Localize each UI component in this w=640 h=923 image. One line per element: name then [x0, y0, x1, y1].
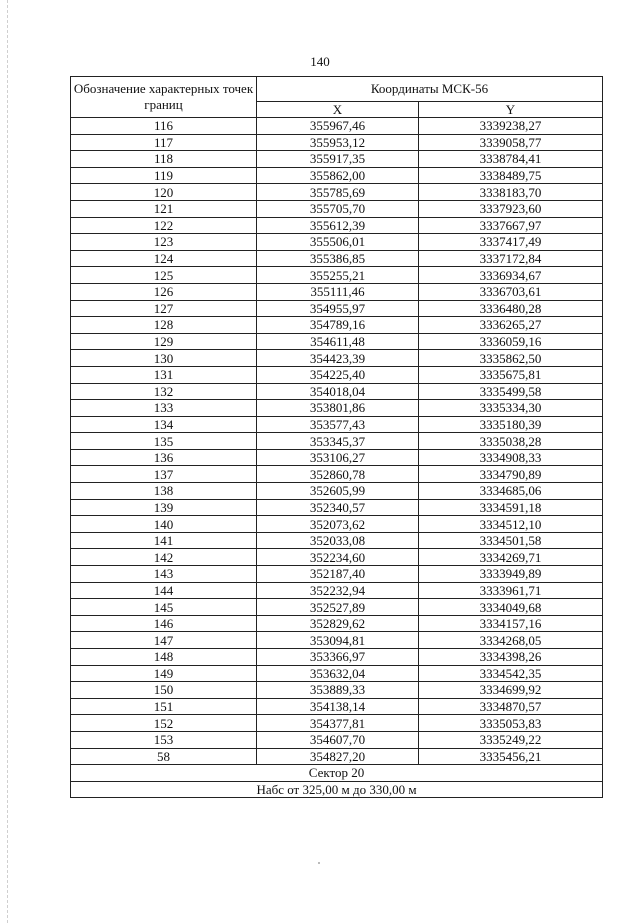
point-cell: 124 [71, 250, 257, 267]
point-cell: 123 [71, 234, 257, 251]
point-cell: 137 [71, 466, 257, 483]
point-cell: 58 [71, 748, 257, 765]
point-cell: 117 [71, 134, 257, 151]
point-cell: 119 [71, 167, 257, 184]
point-cell: 142 [71, 549, 257, 566]
table-row [71, 283, 603, 300]
x-cell: 353366,97 [257, 649, 419, 666]
point-cell: 122 [71, 217, 257, 234]
y-cell: 3334591,18 [419, 499, 603, 516]
table-row [71, 632, 603, 649]
y-cell: 3339238,27 [419, 118, 603, 135]
point-cell: 120 [71, 184, 257, 201]
y-cell: 3336480,28 [419, 300, 603, 317]
x-cell: 352232,94 [257, 582, 419, 599]
y-cell: 3334501,58 [419, 532, 603, 549]
x-cell: 353106,27 [257, 449, 419, 466]
table-row [71, 300, 603, 317]
point-cell: 118 [71, 151, 257, 168]
x-cell: 352187,40 [257, 566, 419, 583]
point-cell: 145 [71, 599, 257, 616]
y-cell: 3334870,57 [419, 698, 603, 715]
x-cell: 355967,46 [257, 118, 419, 135]
y-cell: 3335249,22 [419, 731, 603, 748]
table-row [71, 250, 603, 267]
y-cell: 3334908,33 [419, 449, 603, 466]
y-cell: 3338183,70 [419, 184, 603, 201]
point-cell: 150 [71, 682, 257, 699]
table-row [71, 400, 603, 417]
y-cell: 3334398,26 [419, 649, 603, 666]
y-cell: 3335862,50 [419, 350, 603, 367]
table-row [71, 449, 603, 466]
table-row [71, 151, 603, 168]
x-cell: 352829,62 [257, 615, 419, 632]
table-row [71, 715, 603, 732]
table-row [71, 582, 603, 599]
point-cell: 121 [71, 200, 257, 217]
table-row [71, 698, 603, 715]
x-cell: 354423,39 [257, 350, 419, 367]
x-cell: 355917,35 [257, 151, 419, 168]
y-cell: 3335499,58 [419, 383, 603, 400]
header-y: Y [419, 102, 603, 118]
x-cell: 354377,81 [257, 715, 419, 732]
table-row [71, 466, 603, 483]
y-cell: 3339058,77 [419, 134, 603, 151]
point-cell: 134 [71, 416, 257, 433]
y-cell: 3336703,61 [419, 283, 603, 300]
x-cell: 352605,99 [257, 483, 419, 500]
y-cell: 3334049,68 [419, 599, 603, 616]
table-body [71, 118, 603, 765]
table-row [71, 483, 603, 500]
point-cell: 153 [71, 731, 257, 748]
x-cell: 352340,57 [257, 499, 419, 516]
point-cell: 139 [71, 499, 257, 516]
y-cell: 3335675,81 [419, 366, 603, 383]
x-cell: 355506,01 [257, 234, 419, 251]
table-row [71, 234, 603, 251]
y-cell: 3334268,05 [419, 632, 603, 649]
table-row [71, 731, 603, 748]
table-row [71, 350, 603, 367]
table-row [71, 366, 603, 383]
y-cell: 3337417,49 [419, 234, 603, 251]
x-cell: 355612,39 [257, 217, 419, 234]
x-cell: 354955,97 [257, 300, 419, 317]
table-row [71, 433, 603, 450]
x-cell: 352860,78 [257, 466, 419, 483]
x-cell: 355785,69 [257, 184, 419, 201]
x-cell: 353345,37 [257, 433, 419, 450]
point-cell: 144 [71, 582, 257, 599]
table-row [71, 499, 603, 516]
x-cell: 354607,70 [257, 731, 419, 748]
header-coordinates: Координаты МСК-56 [257, 77, 603, 102]
y-cell: 3336934,67 [419, 267, 603, 284]
point-cell: 130 [71, 350, 257, 367]
y-cell: 3338489,75 [419, 167, 603, 184]
point-cell: 129 [71, 333, 257, 350]
y-cell: 3334542,35 [419, 665, 603, 682]
point-cell: 148 [71, 649, 257, 666]
y-cell: 3335334,30 [419, 400, 603, 417]
point-cell: 125 [71, 267, 257, 284]
y-cell: 3336059,16 [419, 333, 603, 350]
point-cell: 128 [71, 317, 257, 334]
point-cell: 135 [71, 433, 257, 450]
y-cell: 3337172,84 [419, 250, 603, 267]
table-row [71, 217, 603, 234]
y-cell: 3335180,39 [419, 416, 603, 433]
table-row [71, 416, 603, 433]
x-cell: 355705,70 [257, 200, 419, 217]
table-row [71, 184, 603, 201]
table-row [71, 682, 603, 699]
y-cell: 3334685,06 [419, 483, 603, 500]
point-cell: 146 [71, 615, 257, 632]
point-cell: 138 [71, 483, 257, 500]
table-row [71, 532, 603, 549]
x-cell: 355386,85 [257, 250, 419, 267]
x-cell: 352073,62 [257, 516, 419, 533]
x-cell: 353577,43 [257, 416, 419, 433]
y-cell: 3335053,83 [419, 715, 603, 732]
table-row [71, 333, 603, 350]
point-cell: 132 [71, 383, 257, 400]
table-row [71, 267, 603, 284]
x-cell: 352234,60 [257, 549, 419, 566]
x-cell: 354225,40 [257, 366, 419, 383]
x-cell: 355862,00 [257, 167, 419, 184]
sector-label: Сектор 20 [71, 765, 603, 782]
scan-speck [318, 862, 320, 864]
point-cell: 151 [71, 698, 257, 715]
y-cell: 3338784,41 [419, 151, 603, 168]
point-cell: 116 [71, 118, 257, 135]
x-cell: 354018,04 [257, 383, 419, 400]
point-cell: 133 [71, 400, 257, 417]
x-cell: 352033,08 [257, 532, 419, 549]
header-point-designation: Обозначение характерных точек границ [71, 77, 257, 118]
table-row [71, 566, 603, 583]
y-cell: 3334512,10 [419, 516, 603, 533]
x-cell: 354138,14 [257, 698, 419, 715]
table-row [71, 748, 603, 765]
x-cell: 353094,81 [257, 632, 419, 649]
point-cell: 149 [71, 665, 257, 682]
x-cell: 355953,12 [257, 134, 419, 151]
point-cell: 152 [71, 715, 257, 732]
point-cell: 141 [71, 532, 257, 549]
y-cell: 3334157,16 [419, 615, 603, 632]
table-row [71, 200, 603, 217]
header-x: X [257, 102, 419, 118]
table-row [71, 317, 603, 334]
y-cell: 3333961,71 [419, 582, 603, 599]
table-row [71, 599, 603, 616]
table-row [71, 615, 603, 632]
table-row [71, 665, 603, 682]
y-cell: 3334699,92 [419, 682, 603, 699]
y-cell: 3334269,71 [419, 549, 603, 566]
y-cell: 3335038,28 [419, 433, 603, 450]
point-cell: 140 [71, 516, 257, 533]
point-cell: 126 [71, 283, 257, 300]
x-cell: 355255,21 [257, 267, 419, 284]
point-cell: 136 [71, 449, 257, 466]
table-row [71, 649, 603, 666]
x-cell: 354611,48 [257, 333, 419, 350]
y-cell: 3333949,89 [419, 566, 603, 583]
coordinates-table [70, 76, 603, 798]
y-cell: 3336265,27 [419, 317, 603, 334]
x-cell: 353801,86 [257, 400, 419, 417]
point-cell: 143 [71, 566, 257, 583]
y-cell: 3334790,89 [419, 466, 603, 483]
x-cell: 353889,33 [257, 682, 419, 699]
table-row [71, 134, 603, 151]
point-cell: 147 [71, 632, 257, 649]
point-cell: 131 [71, 366, 257, 383]
x-cell: 354789,16 [257, 317, 419, 334]
table-row [71, 118, 603, 135]
height-range-label: Набс от 325,00 м до 330,00 м [71, 781, 603, 798]
page-number: 140 [310, 54, 330, 69]
table-row [71, 383, 603, 400]
table-row [71, 516, 603, 533]
scan-edge [7, 0, 8, 923]
table-row [71, 167, 603, 184]
y-cell: 3335456,21 [419, 748, 603, 765]
x-cell: 352527,89 [257, 599, 419, 616]
y-cell: 3337667,97 [419, 217, 603, 234]
table-row [71, 549, 603, 566]
x-cell: 354827,20 [257, 748, 419, 765]
y-cell: 3337923,60 [419, 200, 603, 217]
x-cell: 353632,04 [257, 665, 419, 682]
point-cell: 127 [71, 300, 257, 317]
x-cell: 355111,46 [257, 283, 419, 300]
